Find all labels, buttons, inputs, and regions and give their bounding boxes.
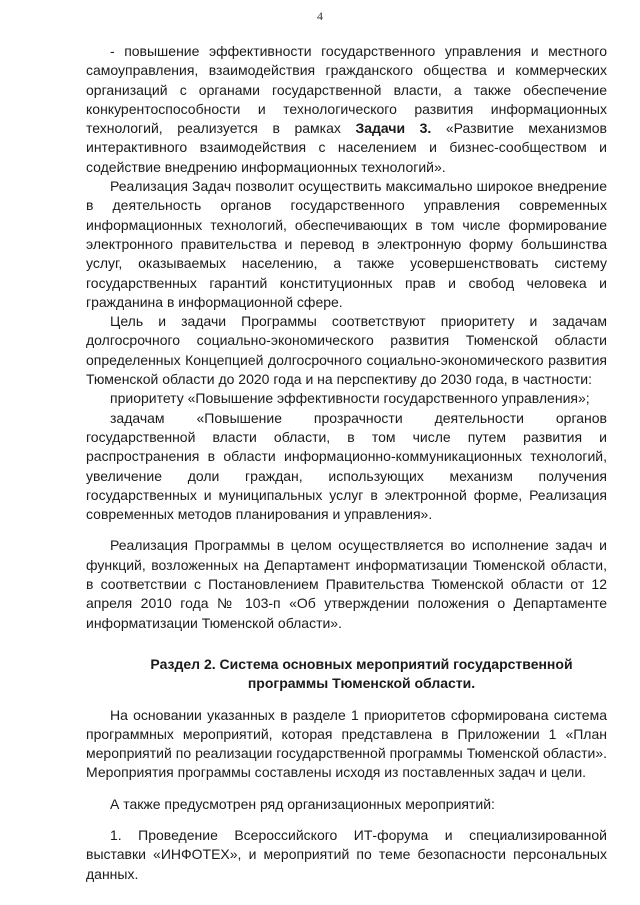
list-item-1: 1. Проведение Всероссийского ИТ-форума и специализированной выставки «ИНФОТЕХ», и мероприятий по теме безопасности персональных данных.	[86, 826, 607, 882]
paragraph-task-3-rest: «Развитие механизмов интерактивного взаимодействия с населением и бизнес-сообществом и содействие внедрению информационных технологий».	[86, 120, 607, 175]
section-heading	[86, 655, 607, 694]
paragraph-priority: приоритету «Повышение эффективности государственного управления»;	[110, 390, 590, 407]
paragraph-goal: Цель и задачи Программы соответствуют приоритету и задачам долгосрочного социально-экономического развития Тюменской области определенных Концепцией долгосрочного социально-экономического развития Тюменской области до 2020 года и на перспективу до 2030 года, в частности:	[86, 313, 607, 388]
paragraph-organizational: А также предусмотрен ряд организационных мероприятий:	[110, 795, 495, 812]
paragraph-tasks: задачам «Повышение прозрачности деятельности органов государственной власти области, в том числе путем развития и распространения в области информационно-коммуникационных технологий, увеличение доли граждан, использующих механизм получения государственных и муниципальных услуг в электронной форме, Реализация современных методов планирования и управления».	[86, 409, 607, 523]
section-heading-line2: программы Тюменской области.	[247, 675, 476, 692]
document-body	[86, 42, 607, 884]
paragraph-task-3-intro: - повышение эффективности государственного управления и местного самоуправления, взаимодействия гражданского общества и коммерческих организаций с органами государственной власти, а также обеспечение конкурентоспособности и технологического развития информационных технологий, реализуется в рамках	[86, 43, 607, 137]
paragraph-task-3	[86, 42, 607, 177]
paragraph-department: Реализация Программы в целом осуществляется во исполнение задач и функций, возложенных на Департамент информатизации Тюменской области, в соответствии с Постановлением Правительства Тюменской области от 12 апреля 2010 года № 103-п «Об утверждении положения о Департаменте информатизации Тюменской области».	[86, 537, 607, 631]
section-heading-line1: Раздел 2. Система основных мероприятий государственной	[150, 655, 573, 672]
paragraph-implementation: Реализация Задач позволит осуществить максимально широкое внедрение в деятельность органов государственного управления современных информационных технологий, обеспечивающих в том числе формирование электронного правительства и перевод в электронную форму большинства услуг, оказываемых населению, а также усовершенствовать систему государственных гарантий конституционных прав и свобод человека и гражданина в информационной сфере.	[86, 178, 607, 310]
page-number: 4	[317, 9, 323, 23]
paragraph-activities-system: На основании указанных в разделе 1 приоритетов сформирована система программных мероприятий, которая представлена в Приложении 1 «План мероприятий по реализации государственной программы Тюменской области». Мероприятия программы составлены исходя из поставленных задач и цели.	[86, 706, 607, 781]
task-3-label: Задачи 3.	[355, 120, 432, 137]
